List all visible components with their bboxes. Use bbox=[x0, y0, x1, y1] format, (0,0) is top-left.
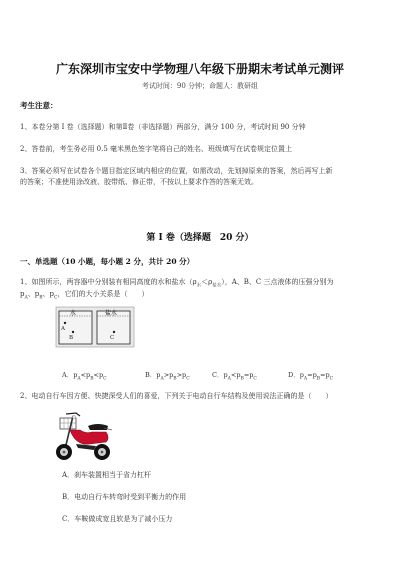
water-label: 水 bbox=[70, 310, 77, 317]
notice-item-3-line-1: 3、答案必须写在试卷各个题目指定区域内相应的位置，如需改动，先划掉原来的答案，然后再写上新 bbox=[20, 167, 333, 175]
q1-option-d[interactable]: D．$p_A=p_B=p_C$ bbox=[288, 371, 334, 382]
saltwater-label: 盐水 bbox=[105, 310, 118, 317]
q1-stem-line-1: 1、如图所示，两容器中分别装有相同高度的水和盐水$(\rho_水<\rho_{盐水})$，A、B、C 三点液体的压强分别为 bbox=[20, 278, 334, 289]
q1-option-c[interactable]: C．$p_A<p_B=p_C$ bbox=[212, 371, 257, 382]
notice-heading: 考生注意： bbox=[20, 101, 58, 110]
point-c-marker bbox=[113, 331, 115, 333]
exam-subtitle: 考试时间：90 分钟；命题人：教研组 bbox=[141, 82, 259, 90]
q2-option-c[interactable]: C．车鞍做成宽且软是为了减小压力 bbox=[62, 515, 173, 523]
notice-item-2: 2、答卷前，考生务必用 0.5 毫米黑色签字笔将自己的姓名、班级填写在试卷规定位置上 bbox=[20, 145, 293, 153]
electric-bike-image bbox=[46, 404, 116, 464]
point-a-label: A bbox=[61, 326, 65, 332]
notice-item-3-line-2: 的答案；不准使用涂改液、胶带纸、修正带，不按以上要求作答的答案无效。 bbox=[20, 178, 258, 186]
q2-option-b[interactable]: B．电动自行车转弯时受到平衡力的作用 bbox=[62, 493, 187, 501]
q1-stem-line-2: $p_A$、$p_B$、$p_C$，它们的大小关系是（ ） bbox=[20, 290, 149, 301]
part1-title: 第 I 卷（选择题 20 分） bbox=[146, 233, 254, 243]
q1-option-b[interactable]: B．$p_A>p_B>p_C$ bbox=[145, 371, 190, 382]
point-a-marker bbox=[64, 322, 66, 324]
point-c-label: C bbox=[110, 335, 115, 341]
q2-option-a[interactable]: A．刹车装置相当于省力杠杆 bbox=[62, 471, 152, 479]
point-b-marker bbox=[72, 331, 74, 333]
exam-title: 广东深圳市宝安中学物理八年级下册期末考试单元测评 bbox=[55, 62, 344, 76]
q2-stem: 2、电动自行车因方便、快捷深受人们的喜爱，下列关于电动自行车结构及使用说法正确的是（ ） bbox=[20, 392, 333, 400]
notice-item-1: 1、本卷分第 I 卷（选择题）和第Ⅱ卷（非选择题）两部分，满分 100 分，考试时间 90 分钟 bbox=[20, 123, 306, 131]
point-b-label: B bbox=[69, 335, 74, 341]
q1-option-a[interactable]: A．$p_A<p_B<p_C$ bbox=[62, 371, 107, 382]
single-choice-heading: 一、单选题（10 小题，每小题 2 分，共计 20 分） bbox=[20, 257, 195, 266]
q1-beakers-figure bbox=[55, 306, 135, 348]
